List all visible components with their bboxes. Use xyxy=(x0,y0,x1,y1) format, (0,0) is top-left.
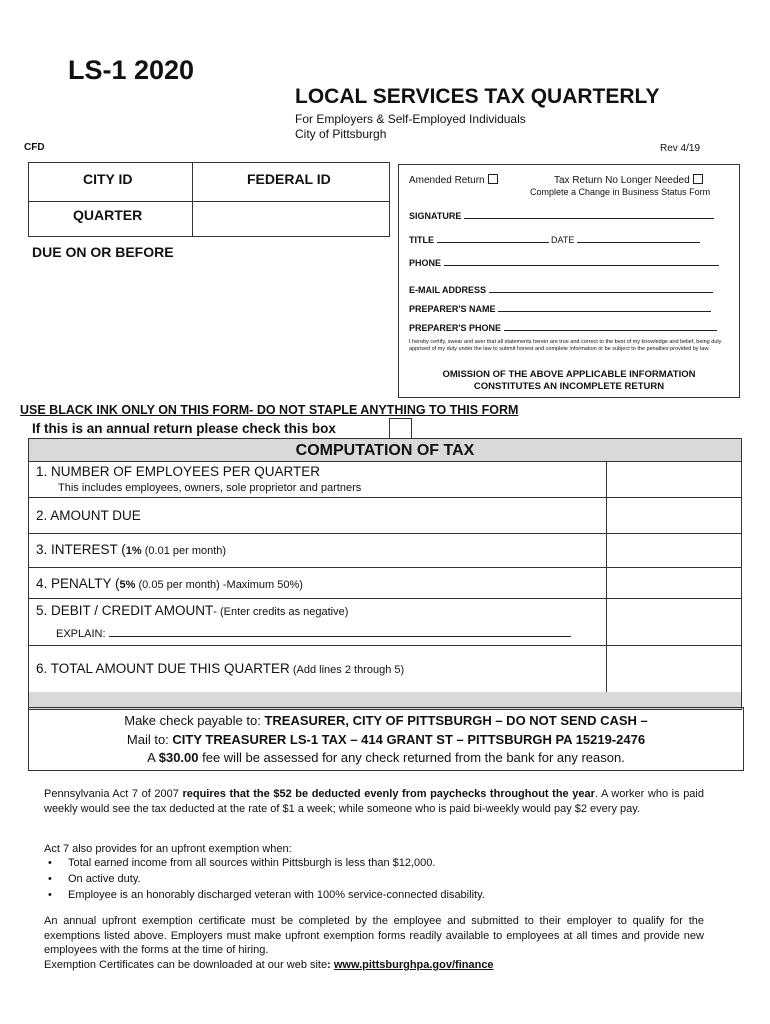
certification-statement: I hereby certify, swear and aver that all statements herein are true and correct to the best of my knowledge and belief, being duly apprised of my duty under the law to submit honest and complete information or be subject to the penalties provided by law. xyxy=(409,339,722,352)
exemption-bullet-active-duty: • On active duty. xyxy=(48,873,141,885)
download-line: Exemption Certificates can be downloaded at our web site: www.pittsburghpa.gov/finance xyxy=(44,959,494,971)
line-4-label: 4. PENALTY (5% (0.05 per month) -Maximum 50%) xyxy=(36,576,303,591)
amended-return-label: Amended Return xyxy=(409,175,485,186)
finance-website-link[interactable]: www.pittsburghpa.gov/finance xyxy=(333,959,494,971)
omission-line-1: OMISSION OF THE ABOVE APPLICABLE INFORMATION xyxy=(442,369,696,380)
quarter-label: QUARTER xyxy=(73,207,143,223)
form-subtitle-audience: For Employers & Self-Employed Individuals xyxy=(295,112,526,126)
ink-warning: USE BLACK INK ONLY ON THIS FORM- DO NOT STAPLE ANYTHING TO THIS FORM xyxy=(20,403,519,417)
revision-label: Rev 4/19 xyxy=(660,143,701,154)
preparer-phone-label: PREPARER'S PHONE xyxy=(409,323,501,333)
payable-to-line: Make check payable to: TREASURER, CITY OF PITTSBURGH – DO NOT SEND CASH – xyxy=(124,713,648,728)
email-label: E-MAIL ADDRESS xyxy=(409,285,487,295)
line-6-label: 6. TOTAL AMOUNT DUE THIS QUARTER (Add lines 2 through 5) xyxy=(36,661,405,676)
certificate-paragraph: An annual upfront exemption certificate must be completed by the employee and submitted to their employer to qualify for the exemptions listed above. Employers must make upfront exemption forms readily available to employees at all times and provide new employees with the forms at the time of hiring. xyxy=(44,915,704,956)
annual-return-checkbox[interactable] xyxy=(389,418,412,439)
mail-to-line: Mail to: CITY TREASURER LS-1 TAX – 414 GRANT ST – PITTSBURGH PA 15219-2476 xyxy=(126,732,646,747)
line-1-note: This includes employees, owners, sole proprietor and partners xyxy=(58,482,362,494)
form-subtitle-city: City of Pittsburgh xyxy=(295,127,387,141)
federal-id-label: FEDERAL ID xyxy=(247,171,331,187)
date-label: DATE xyxy=(551,235,575,245)
line-2-input[interactable] xyxy=(607,498,741,533)
quarter-input[interactable] xyxy=(194,203,389,236)
line-5-input[interactable] xyxy=(607,599,741,645)
payment-instructions xyxy=(28,707,744,771)
computation-heading: COMPUTATION OF TAX xyxy=(29,439,741,462)
amended-return-checkbox[interactable] xyxy=(488,174,498,184)
id-grid xyxy=(28,162,390,237)
line-3-input[interactable] xyxy=(607,534,741,567)
exemption-bullet-veteran: • Employee is an honorably discharged veteran with 100% service-connected disability. xyxy=(48,889,485,901)
signature-field[interactable] xyxy=(464,210,714,219)
line-2-label: 2. AMOUNT DUE xyxy=(36,508,141,523)
line-3-label: 3. INTEREST (1% (0.01 per month) xyxy=(36,542,227,557)
explain-label: EXPLAIN: xyxy=(56,628,106,640)
phone-field[interactable] xyxy=(444,257,719,266)
signature-label: SIGNATURE xyxy=(409,211,462,221)
line-4-input[interactable] xyxy=(607,568,741,598)
omission-line-2: CONSTITUTES AN INCOMPLETE RETURN xyxy=(473,381,665,392)
returned-check-fee-line: A $30.00 fee will be assessed for any check returned from the bank for any reason. xyxy=(147,750,625,765)
filer-info-box xyxy=(398,164,740,398)
exemption-intro: Act 7 also provides for an upfront exemption when: xyxy=(44,843,292,855)
preparer-name-field[interactable] xyxy=(498,303,711,312)
preparer-phone-field[interactable] xyxy=(504,322,717,331)
line-6-input[interactable] xyxy=(607,646,741,692)
email-field[interactable] xyxy=(489,284,713,293)
phone-label: PHONE xyxy=(409,258,442,268)
title-field[interactable] xyxy=(437,234,549,243)
act-7-paragraph: Pennsylvania Act 7 of 2007 requires that the $52 be deducted evenly from paychecks throughout the year. A worker who is paid weekly would see the tax deducted at the rate of $1 a week; while someone who is paid bi-weekly would pay $2 every pay. xyxy=(44,788,704,815)
annual-return-prompt: If this is an annual return please check this box xyxy=(32,421,336,436)
city-id-input[interactable] xyxy=(29,189,191,201)
form-code-title: LS-1 2020 xyxy=(68,55,195,85)
change-status-note: Complete a Change in Business Status Form xyxy=(530,187,711,197)
explain-field[interactable] xyxy=(109,628,571,637)
city-id-label: CITY ID xyxy=(83,171,133,187)
no-longer-needed-checkbox[interactable] xyxy=(693,174,703,184)
due-date-label: DUE ON OR BEFORE xyxy=(32,244,174,260)
no-longer-needed-label: Tax Return No Longer Needed xyxy=(554,175,690,186)
line-5-label: 5. DEBIT / CREDIT AMOUNT- (Enter credits as negative) xyxy=(36,603,349,618)
form-heading: LOCAL SERVICES TAX QUARTERLY xyxy=(295,85,660,108)
computation-table xyxy=(28,438,742,710)
cfd-label: CFD xyxy=(24,142,45,153)
line-1-input[interactable] xyxy=(607,462,741,497)
omission-warning xyxy=(399,369,739,393)
date-field[interactable] xyxy=(577,234,700,243)
line-1-label: 1. NUMBER OF EMPLOYEES PER QUARTER xyxy=(36,464,321,479)
federal-id-input[interactable] xyxy=(194,189,389,201)
explain-line xyxy=(56,628,571,640)
title-label: TITLE xyxy=(409,235,434,245)
preparer-name-label: PREPARER'S NAME xyxy=(409,304,496,314)
exemption-bullet-income: • Total earned income from all sources within Pittsburgh is less than $12,000. xyxy=(48,857,436,869)
